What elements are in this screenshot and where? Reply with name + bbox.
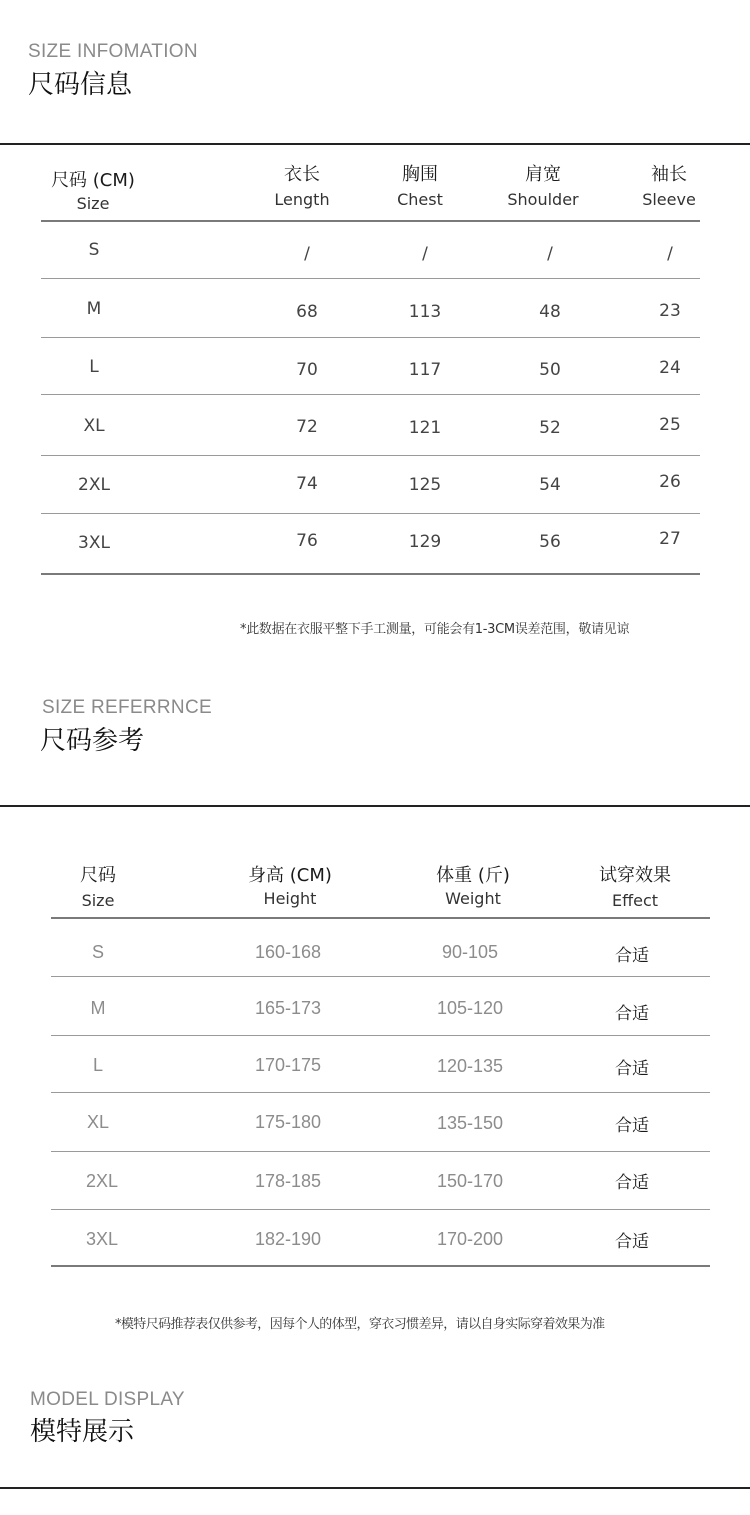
row-s-length: / xyxy=(304,244,310,264)
row-xl-length: 72 xyxy=(296,417,318,437)
header-size-en: Size xyxy=(81,891,115,910)
row-l-weight: 120-135 xyxy=(436,1056,504,1076)
row-3xl-height: 182-190 xyxy=(254,1229,322,1249)
header-height xyxy=(225,861,355,908)
row-3xl-shoulder: 56 xyxy=(539,532,561,552)
header-length-en: Length xyxy=(274,190,330,209)
row-xl-chest: 121 xyxy=(408,418,442,438)
row-l-shoulder: 50 xyxy=(539,360,561,380)
row-m-effect: 合适 xyxy=(615,1004,649,1024)
row-2xl-chest: 125 xyxy=(408,475,442,495)
header-height-cn: 身高 (CM) xyxy=(248,865,332,886)
row-xl-size: XL xyxy=(83,416,105,436)
header-chest xyxy=(365,160,475,209)
row-2xl-weight: 150-170 xyxy=(436,1171,504,1191)
row-l-chest: 117 xyxy=(408,360,442,380)
header-effect-en: Effect xyxy=(611,891,659,910)
row-m-size: M xyxy=(90,998,106,1018)
size-reference-title-cn: 尺码参考 xyxy=(40,726,145,756)
row-divider xyxy=(51,1035,710,1036)
row-3xl-length: 76 xyxy=(296,531,318,551)
row-s-size: S xyxy=(91,942,104,962)
row-l-length: 70 xyxy=(296,360,318,380)
header-sleeve-en: Sleeve xyxy=(642,190,696,209)
header-shoulder-cn: 肩宽 xyxy=(525,164,561,185)
row-l-size: L xyxy=(89,357,99,377)
row-m-size: M xyxy=(86,299,102,319)
row-xl-weight: 135-150 xyxy=(436,1113,504,1133)
row-s-height: 160-168 xyxy=(254,942,322,962)
row-2xl-size: 2XL xyxy=(85,1171,119,1191)
row-m-shoulder: 48 xyxy=(539,302,561,322)
row-s-effect: 合适 xyxy=(615,946,649,966)
row-3xl-chest: 129 xyxy=(408,532,442,552)
section-divider xyxy=(0,1487,750,1489)
header-size xyxy=(28,166,158,213)
section-divider xyxy=(0,805,750,807)
model-display-title-cn: 模特展示 xyxy=(30,1417,135,1447)
header-effect xyxy=(575,861,695,910)
row-3xl-size: 3XL xyxy=(78,533,110,553)
row-divider xyxy=(41,278,700,279)
row-divider xyxy=(41,337,700,338)
header-divider xyxy=(41,220,700,222)
row-m-weight: 105-120 xyxy=(436,998,504,1018)
header-sleeve-cn: 袖长 xyxy=(651,164,687,185)
header-length xyxy=(247,160,357,209)
row-2xl-length: 74 xyxy=(296,474,318,494)
row-2xl-height: 178-185 xyxy=(254,1171,322,1191)
header-height-en: Height xyxy=(263,889,317,908)
row-2xl-effect: 合适 xyxy=(615,1173,649,1193)
header-weight-en: Weight xyxy=(445,889,501,908)
row-3xl-weight: 170-200 xyxy=(436,1229,504,1249)
row-divider xyxy=(51,1151,710,1152)
header-shoulder xyxy=(483,160,603,209)
table-bottom-divider xyxy=(41,573,700,575)
row-divider xyxy=(51,1209,710,1210)
row-divider xyxy=(41,455,700,456)
row-s-size: S xyxy=(88,240,100,260)
row-l-sleeve: 24 xyxy=(659,358,681,378)
row-divider xyxy=(41,394,700,395)
measurement-note: *此数据在衣服平整下手工测量，可能会有1-3CM误差范围，敬请见谅 xyxy=(240,622,630,637)
row-xl-effect: 合适 xyxy=(615,1116,649,1136)
header-weight xyxy=(408,861,538,908)
row-3xl-size: 3XL xyxy=(85,1229,119,1249)
header-weight-cn: 体重 (斤) xyxy=(436,865,510,886)
row-2xl-shoulder: 54 xyxy=(539,475,561,495)
header-sleeve xyxy=(614,160,724,209)
table-bottom-divider xyxy=(51,1265,710,1267)
row-2xl-size: 2XL xyxy=(78,475,110,495)
row-m-sleeve: 23 xyxy=(659,301,681,321)
size-information-title-en: SIZE INFOMATION xyxy=(28,41,198,62)
row-xl-size: XL xyxy=(86,1112,110,1132)
size-reference-title-en: SIZE REFERRNCE xyxy=(42,697,212,718)
row-s-sleeve: / xyxy=(667,244,673,264)
row-l-effect: 合适 xyxy=(615,1059,649,1079)
row-s-shoulder: / xyxy=(547,244,553,264)
header-size-en: Size xyxy=(76,194,110,213)
row-l-size: L xyxy=(92,1055,103,1075)
row-3xl-effect: 合适 xyxy=(615,1232,649,1252)
row-divider xyxy=(51,976,710,977)
model-display-title-en: MODEL DISPLAY xyxy=(30,1389,185,1410)
row-xl-height: 175-180 xyxy=(254,1112,322,1132)
row-divider xyxy=(51,1092,710,1093)
section-divider xyxy=(0,143,750,145)
header-shoulder-en: Shoulder xyxy=(507,190,579,209)
header-size xyxy=(48,861,148,910)
row-divider xyxy=(41,513,700,514)
header-chest-en: Chest xyxy=(397,190,443,209)
reference-note: *模特尺码推荐表仅供参考，因每个人的体型，穿衣习惯差异，请以自身实际穿着效果为准 xyxy=(115,1317,605,1332)
row-s-chest: / xyxy=(422,244,428,264)
row-l-height: 170-175 xyxy=(254,1055,322,1075)
row-m-length: 68 xyxy=(296,302,318,322)
row-m-height: 165-173 xyxy=(254,998,322,1018)
row-xl-shoulder: 52 xyxy=(539,418,561,438)
header-divider xyxy=(51,917,710,919)
header-size-cn: 尺码 xyxy=(80,865,116,886)
header-effect-cn: 试穿效果 xyxy=(599,865,671,886)
header-size-cn: 尺码 (CM) xyxy=(51,170,135,191)
row-3xl-sleeve: 27 xyxy=(659,529,681,549)
row-xl-sleeve: 25 xyxy=(659,415,681,435)
row-s-weight: 90-105 xyxy=(441,942,499,962)
row-2xl-sleeve: 26 xyxy=(659,472,681,492)
row-m-chest: 113 xyxy=(408,302,442,322)
header-chest-cn: 胸围 xyxy=(402,164,438,185)
header-length-cn: 衣长 xyxy=(284,164,320,185)
size-information-title-cn: 尺码信息 xyxy=(28,70,133,100)
